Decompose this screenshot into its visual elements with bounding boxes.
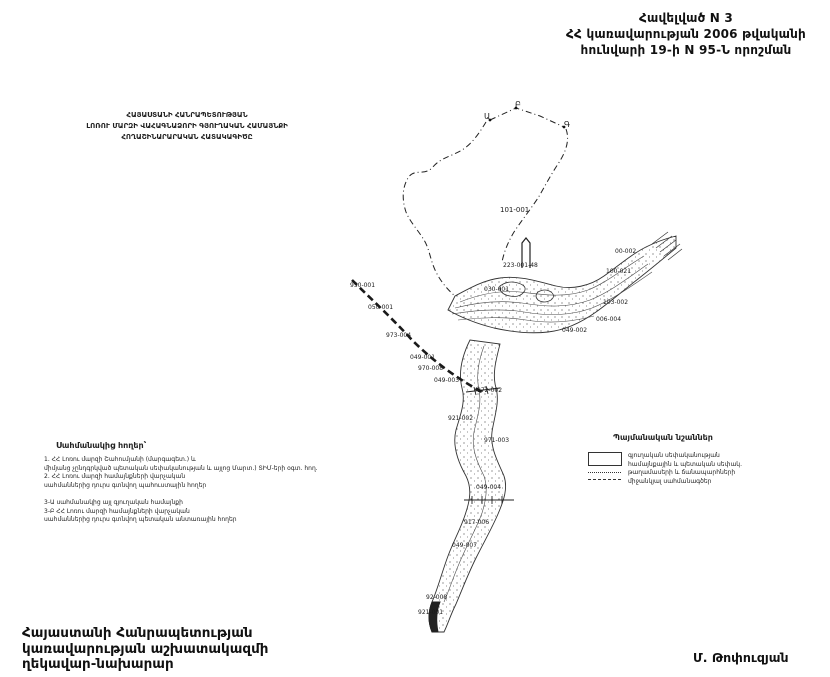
- map-title-line: ՀԱՅԱՍՏԱՆԻ ՀԱՆՐԱՊԵՏՈՒԹՅԱՆ: [126, 111, 248, 119]
- map-label: 100-021: [606, 268, 632, 275]
- map-label: 101-001: [500, 206, 530, 214]
- boundary-line: [490, 108, 564, 127]
- map-label: 921-001: [418, 609, 444, 616]
- adjacent-lands-legend: [44, 441, 344, 525]
- map-label: 972-002: [477, 387, 503, 394]
- map-label: 049-001: [410, 354, 436, 361]
- adjacent-lands-header: Սահմանակից հողեր՝: [56, 441, 147, 450]
- map-key-symbols: [588, 452, 628, 486]
- adjacent-lands-line: 3-Բ ՀՀ Լոռու մարզի համայնքների վարչական: [44, 507, 190, 515]
- settlement-rect-symbol: [588, 452, 622, 466]
- adjacent-lands-line: 3-Ա սահմանակից այլ գյուղական համայնքի: [44, 499, 183, 506]
- map-label: Ա: [484, 112, 491, 121]
- boundary-line: [502, 129, 568, 262]
- map-label: 92-008: [426, 594, 448, 601]
- map-key-caption-line: թաղամասերի և ճանապարհների: [628, 469, 736, 476]
- header-line: հունվարի 19-ի N 95-Ն որոշման: [580, 43, 792, 57]
- map-label: 970-008: [418, 365, 444, 372]
- map-label: 049-007: [452, 542, 478, 549]
- map-label: 921-002: [448, 415, 474, 422]
- map-key-legend: [588, 433, 742, 486]
- map-label: 049-002: [562, 327, 588, 334]
- signature-office-line: ղեկավար-նախարար: [22, 656, 174, 672]
- map-title-line: ԼՈՌՈՒ ՄԱՐԶԻ ՎԱՀԱԳՆԱՁՈՐԻ ԳՅՈՒՂԱԿԱՆ ՀԱՄԱՅՆՔԻ: [86, 122, 288, 130]
- map-label: Գ: [564, 120, 571, 129]
- adjacent-lands-line: միմյանց չընդգրկված պետական սեփականության և այլոց Մարտ.) ՏԻՄ-երի օգտ. հող.: [44, 464, 318, 472]
- boundary-line: [403, 122, 486, 296]
- adjacent-lands-line: 1. ՀՀ Լոռու մարզի Շահումյանի (մարգագետ.) և: [44, 456, 196, 463]
- map-title-line: ՀՈՂԱՇԻՆԱՐԱՐԱԿԱՆ ՀԱՏԱԿԱԳԻԾԸ: [121, 133, 253, 141]
- map-label: 971-003: [484, 437, 510, 444]
- boundary-dashed-line-symbol: [588, 479, 621, 480]
- map-key-caption-line: համայնքային և պետական սեփակ.: [628, 460, 742, 468]
- map-label: 973-004: [386, 332, 412, 339]
- map-label: 049-003: [434, 377, 460, 384]
- signature-office-line: Հայաստանի Հանրապետության: [22, 625, 253, 641]
- map-key-caption-line: միջանկյալ սահմանագծեր: [628, 477, 712, 485]
- map-label: 050-001: [368, 304, 394, 311]
- header-block: [552, 10, 820, 58]
- map-label: 103-002: [603, 299, 629, 306]
- map-label: 223-001-48: [503, 262, 538, 269]
- map-key-caption-line: գյուղական սեփականության: [628, 452, 720, 459]
- adjacent-lands-line: սահմաններից դուրս գտնվող պետական անտառային հողեր: [44, 516, 237, 523]
- map-label: Բ: [515, 100, 521, 109]
- signature-office-line: կառավարության աշխատակազմի: [22, 640, 269, 657]
- signature-office-block: [22, 626, 322, 673]
- adjacent-lands-line: սահմաններից դուրս գտնվող պահուստային հողեր: [44, 481, 207, 489]
- map-label: 950-001: [350, 282, 376, 289]
- signature-name: Մ. Թոփուզյան: [693, 650, 789, 665]
- map-label: 049-004: [476, 484, 502, 491]
- map-label: 006-004: [596, 316, 622, 323]
- map-key-header: Պայմանական նշաններ: [613, 433, 713, 442]
- header-line: ՀՀ կառավարության 2006 թվականի: [566, 27, 806, 41]
- header-line: Հավելված N 3: [639, 11, 733, 25]
- parcel-dotted-line-symbol: [588, 472, 621, 473]
- map-label: 00-002: [615, 248, 637, 255]
- map-title-block: [58, 110, 316, 143]
- map-label: 917-006: [464, 519, 490, 526]
- map-label: 030-001: [484, 286, 510, 293]
- adjacent-lands-line: 2. ՀՀ Լոռու մարզի համայնքների վարչական: [44, 473, 186, 480]
